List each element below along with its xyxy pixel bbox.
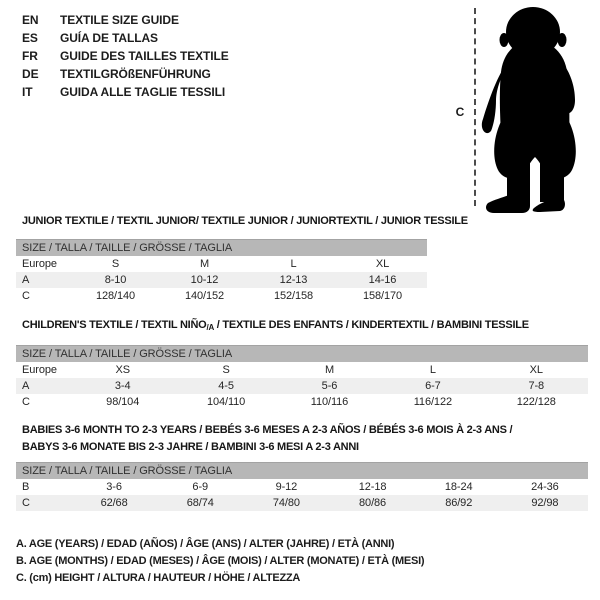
table-row-height <box>16 394 588 410</box>
size-header-label: SIZE / TALLA / TAILLE / GRÖSSE / TAGLIA <box>16 463 588 480</box>
table-row-europe <box>16 256 427 272</box>
footnote-age-months: B. AGE (MONTHS) / EDAD (MESES) / ÂGE (MOIS) / ALTER (MONATE) / ETÀ (MESI) <box>16 555 425 567</box>
language-row-fr <box>22 47 229 65</box>
table-row-age <box>16 272 427 288</box>
size-cell: M <box>199 258 210 270</box>
guide-title: TEXTILGRÖßENFÜHRUNG <box>60 67 211 81</box>
height-cell: 116/122 <box>413 396 452 408</box>
row-label: C <box>22 290 30 302</box>
height-cell: 140/152 <box>184 290 225 302</box>
babies-title-line2: BABYS 3-6 MONATE BIS 2-3 JAHRE / BAMBINI 3-6 MESI A 2-3 ANNI <box>22 441 359 453</box>
language-code: DE <box>22 67 39 81</box>
height-cell: 74/80 <box>243 495 329 511</box>
age-cell: 18-24 <box>444 481 473 493</box>
babies-title-line1: BABIES 3-6 MONTH TO 2-3 YEARS / BEBÉS 3-6 MESES A 2-3 AÑOS / BÉBÉS 3-6 MOIS À 2-3 ANS / <box>22 424 513 436</box>
age-cell: 8-10 <box>71 272 160 288</box>
age-cell: 7-8 <box>485 378 588 394</box>
row-label: Europe <box>22 258 57 270</box>
row-label: C <box>16 495 71 511</box>
footnote-legend <box>16 536 424 587</box>
age-cell: 9-12 <box>275 481 298 493</box>
footnote-age-years: A. AGE (YEARS) / EDAD (AÑOS) / ÂGE (ANS) / ALTER (JAHRE) / ETÀ (ANNI) <box>16 538 395 550</box>
size-header-label: SIZE / TALLA / TAILLE / GRÖSSE / TAGLIA <box>16 346 588 363</box>
babies-size-table <box>16 462 588 511</box>
footnote-height: C. (cm) HEIGHT / ALTURA / HAUTEUR / HÖHE / ALTEZZA <box>16 572 301 584</box>
height-cell: 128/140 <box>95 290 136 302</box>
language-code: ES <box>22 31 38 45</box>
guide-title: GUÍA DE TALLAS <box>60 31 158 45</box>
size-cell: S <box>111 258 120 270</box>
age-cell: 6-9 <box>192 481 209 493</box>
table-row-age <box>16 378 588 394</box>
table-row-europe <box>16 362 588 378</box>
language-code: EN <box>22 13 39 27</box>
height-dashed-line <box>474 8 476 206</box>
language-row-de <box>22 65 229 83</box>
height-cell: 86/92 <box>416 495 502 511</box>
size-cell: XS <box>115 364 130 376</box>
guide-title: TEXTILE SIZE GUIDE <box>60 13 179 27</box>
children-title-prefix: CHILDREN'S TEXTILE / TEXTIL NIÑO <box>22 319 207 331</box>
size-cell: L <box>429 364 436 376</box>
age-cell: 14-16 <box>338 272 427 288</box>
size-cell: XL <box>375 258 390 270</box>
language-row-it <box>22 83 229 101</box>
height-cell: 158/170 <box>362 290 403 302</box>
guide-title: GUIDA ALLE TAGLIE TESSILI <box>60 85 226 99</box>
table-row-height <box>16 495 588 511</box>
height-cell: 98/104 <box>106 396 140 408</box>
language-title-list <box>22 11 229 101</box>
row-label: Europe <box>22 364 57 376</box>
size-cell: M <box>324 364 335 376</box>
size-cell: S <box>222 364 230 376</box>
height-cell: 110/116 <box>310 396 349 408</box>
language-code: IT <box>22 85 33 99</box>
babies-table-title <box>22 422 512 456</box>
size-header-label: SIZE / TALLA / TAILLE / GRÖSSE / TAGLIA <box>16 240 427 257</box>
age-cell: 12-18 <box>358 481 387 493</box>
height-marker-label: C <box>455 105 465 119</box>
table-row-height <box>16 288 427 304</box>
height-cell: 104/110 <box>206 396 246 408</box>
size-header-row <box>16 463 588 480</box>
age-cell: 6-7 <box>381 378 484 394</box>
children-size-table <box>16 345 588 410</box>
height-cell: 152/158 <box>273 290 314 302</box>
row-label: C <box>22 396 30 408</box>
children-title-subscript: /A <box>206 323 214 332</box>
age-cell: 10-12 <box>160 272 249 288</box>
age-cell: 3-6 <box>106 481 122 493</box>
language-code: FR <box>22 49 38 63</box>
guide-title: GUIDE DES TAILLES TEXTILE <box>60 49 229 63</box>
junior-size-table <box>16 239 427 304</box>
size-cell: L <box>290 258 297 270</box>
table-row-age-months <box>16 479 588 495</box>
row-label: B <box>22 481 30 493</box>
language-row-es <box>22 29 229 47</box>
language-row-en <box>22 11 229 29</box>
toddler-silhouette-icon <box>478 4 590 214</box>
height-cell: 122/128 <box>516 396 556 408</box>
height-cell: 68/74 <box>157 495 243 511</box>
size-header-row <box>16 240 427 257</box>
size-header-row <box>16 346 588 363</box>
age-cell: 3-4 <box>71 378 174 394</box>
children-table-title <box>22 319 529 332</box>
height-cell: 92/98 <box>502 495 588 511</box>
children-title-suffix: / TEXTILE DES ENFANTS / KINDERTEXTIL / BAMBINI TESSILE <box>213 319 529 331</box>
height-cell: 62/68 <box>71 495 157 511</box>
age-cell: 5-6 <box>278 378 381 394</box>
junior-table-title: JUNIOR TEXTILE / TEXTIL JUNIOR/ TEXTILE JUNIOR / JUNIORTEXTIL / JUNIOR TESSILE <box>22 215 468 227</box>
row-label: A <box>16 378 71 394</box>
size-cell: XL <box>529 364 543 376</box>
height-cell: 80/86 <box>329 495 415 511</box>
row-label: A <box>16 272 71 288</box>
age-cell: 4-5 <box>174 378 277 394</box>
age-cell: 24-36 <box>531 481 559 493</box>
age-cell: 12-13 <box>249 272 338 288</box>
